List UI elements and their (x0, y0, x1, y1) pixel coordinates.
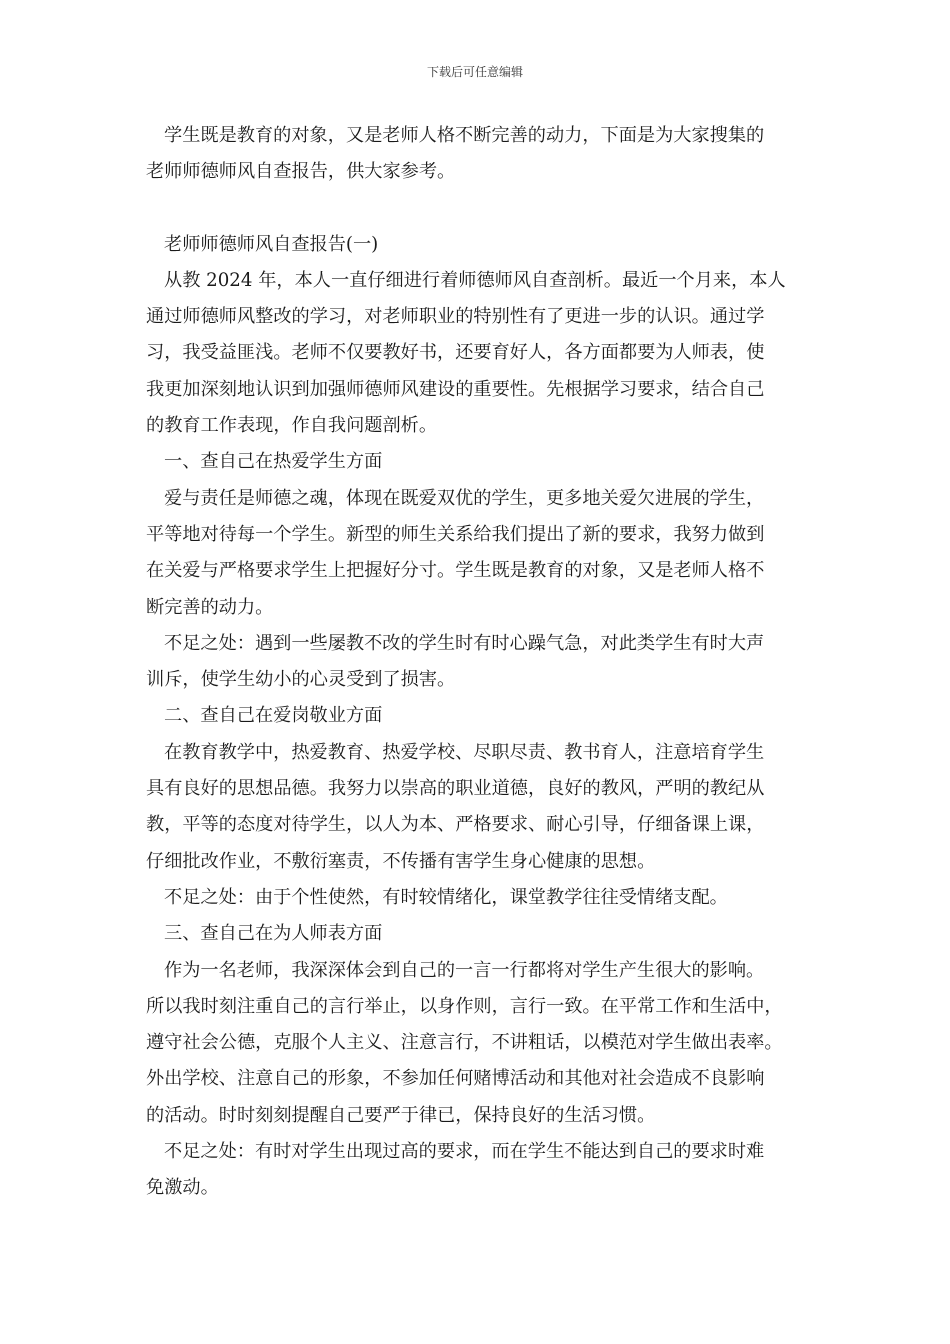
text-line: 在教育教学中，热爱教育、热爱学校、尽职尽责、教书育人，注意培育学生 (164, 741, 765, 763)
text-line: 爱与责任是师德之魂，体现在既爱双优的学生，更多地关爱欠进展的学生， (164, 487, 765, 509)
paragraph-shortcoming-1 (146, 626, 816, 699)
text-line: 教，平等的态度对待学生，以人为本、严格要求、耐心引导，仔细备课上课， (146, 814, 765, 836)
text-line: 训斥，使学生幼小的心灵受到了损害。 (146, 669, 456, 691)
heading-text: 二、查自己在爱岗敬业方面 (164, 705, 383, 727)
paragraph-shortcoming-2 (146, 880, 816, 916)
page-header: 下载后可任意编辑 (426, 65, 523, 79)
text-line: 外出学校、注意自己的形象，不参加任何赌博活动和其他对社会造成不良影响 (146, 1068, 765, 1090)
heading-text: 一、查自己在热爱学生方面 (164, 451, 383, 473)
intro-paragraph (146, 118, 816, 191)
document-body (146, 118, 816, 1207)
text-line: 在关爱与严格要求学生上把握好分寸。学生既是教育的对象，又是老师人格不 (146, 560, 765, 582)
text-line: 的活动。时时刻刻提醒自己要严于律已，保持良好的生活习惯。 (146, 1104, 656, 1126)
text-line: 学生既是教育的对象，又是老师人格不断完善的动力，下面是为大家搜集的 (164, 125, 765, 146)
blank-line (146, 191, 816, 227)
text-line: 所以我时刻注重自己的言行举止，以身作则，言行一致。在平常工作和生活中， (146, 995, 783, 1017)
section-heading-2 (146, 698, 816, 734)
title-text: 老师师德师风自查报告(一) (164, 233, 379, 255)
section-heading-3 (146, 916, 816, 952)
text-line: 仔细批改作业，不敷衍塞责，不传播有害学生身心健康的思想。 (146, 850, 656, 872)
text-line: 不足之处：由于个性使然，有时较情绪化，课堂教学往往受情绪支配。 (164, 886, 728, 908)
text-line: 不足之处：遇到一些屡教不改的学生时有时心躁气急，对此类学生有时大声 (164, 632, 765, 654)
text-line: 我更加深刻地认识到加强师德师风建设的重要性。先根据学习要求，结合自己 (146, 378, 765, 400)
paragraph-love-students (146, 481, 816, 626)
text-line: 平等地对待每一个学生。新型的师生关系给我们提出了新的要求，我努力做到 (146, 523, 765, 545)
text-line: 遵守社会公德，克服个人主义、注意言行，不讲粗话，以模范对学生做出表率。 (146, 1032, 783, 1054)
report-title (146, 227, 816, 263)
text-line: 具有良好的思想品德。我努力以崇高的职业道德，良好的教风，严明的教纪从 (146, 778, 765, 800)
text-line: 免激动。 (146, 1177, 219, 1199)
text-line: 通过师德师风整改的学习，对老师职业的特别性有了更进一步的认识。通过学 (146, 306, 765, 328)
text-line: 从教 2024 年，本人一直仔细进行着师德师风自查剖析。最近一个月来，本人 (164, 269, 786, 291)
text-line: 的教育工作表现，作自我问题剖析。 (146, 415, 438, 437)
text-line: 断完善的动力。 (146, 596, 274, 618)
section-heading-1 (146, 444, 816, 480)
paragraph-dedication (146, 735, 816, 880)
text-line: 老师师德师风自查报告，供大家参考。 (146, 161, 456, 183)
paragraph-shortcoming-3 (146, 1134, 816, 1207)
heading-text: 三、查自己在为人师表方面 (164, 923, 383, 945)
text-line: 作为一名老师，我深深体会到自己的一言一行都将对学生产生很大的影响。 (164, 959, 765, 981)
paragraph-intro-self-review (146, 263, 816, 444)
paragraph-role-model (146, 953, 816, 1134)
text-line: 习，我受益匪浅。老师不仅要教好书，还要育好人，各方面都要为人师表，使 (146, 342, 765, 364)
text-line: 不足之处：有时对学生出现过高的要求，而在学生不能达到自己的要求时难 (164, 1141, 765, 1163)
